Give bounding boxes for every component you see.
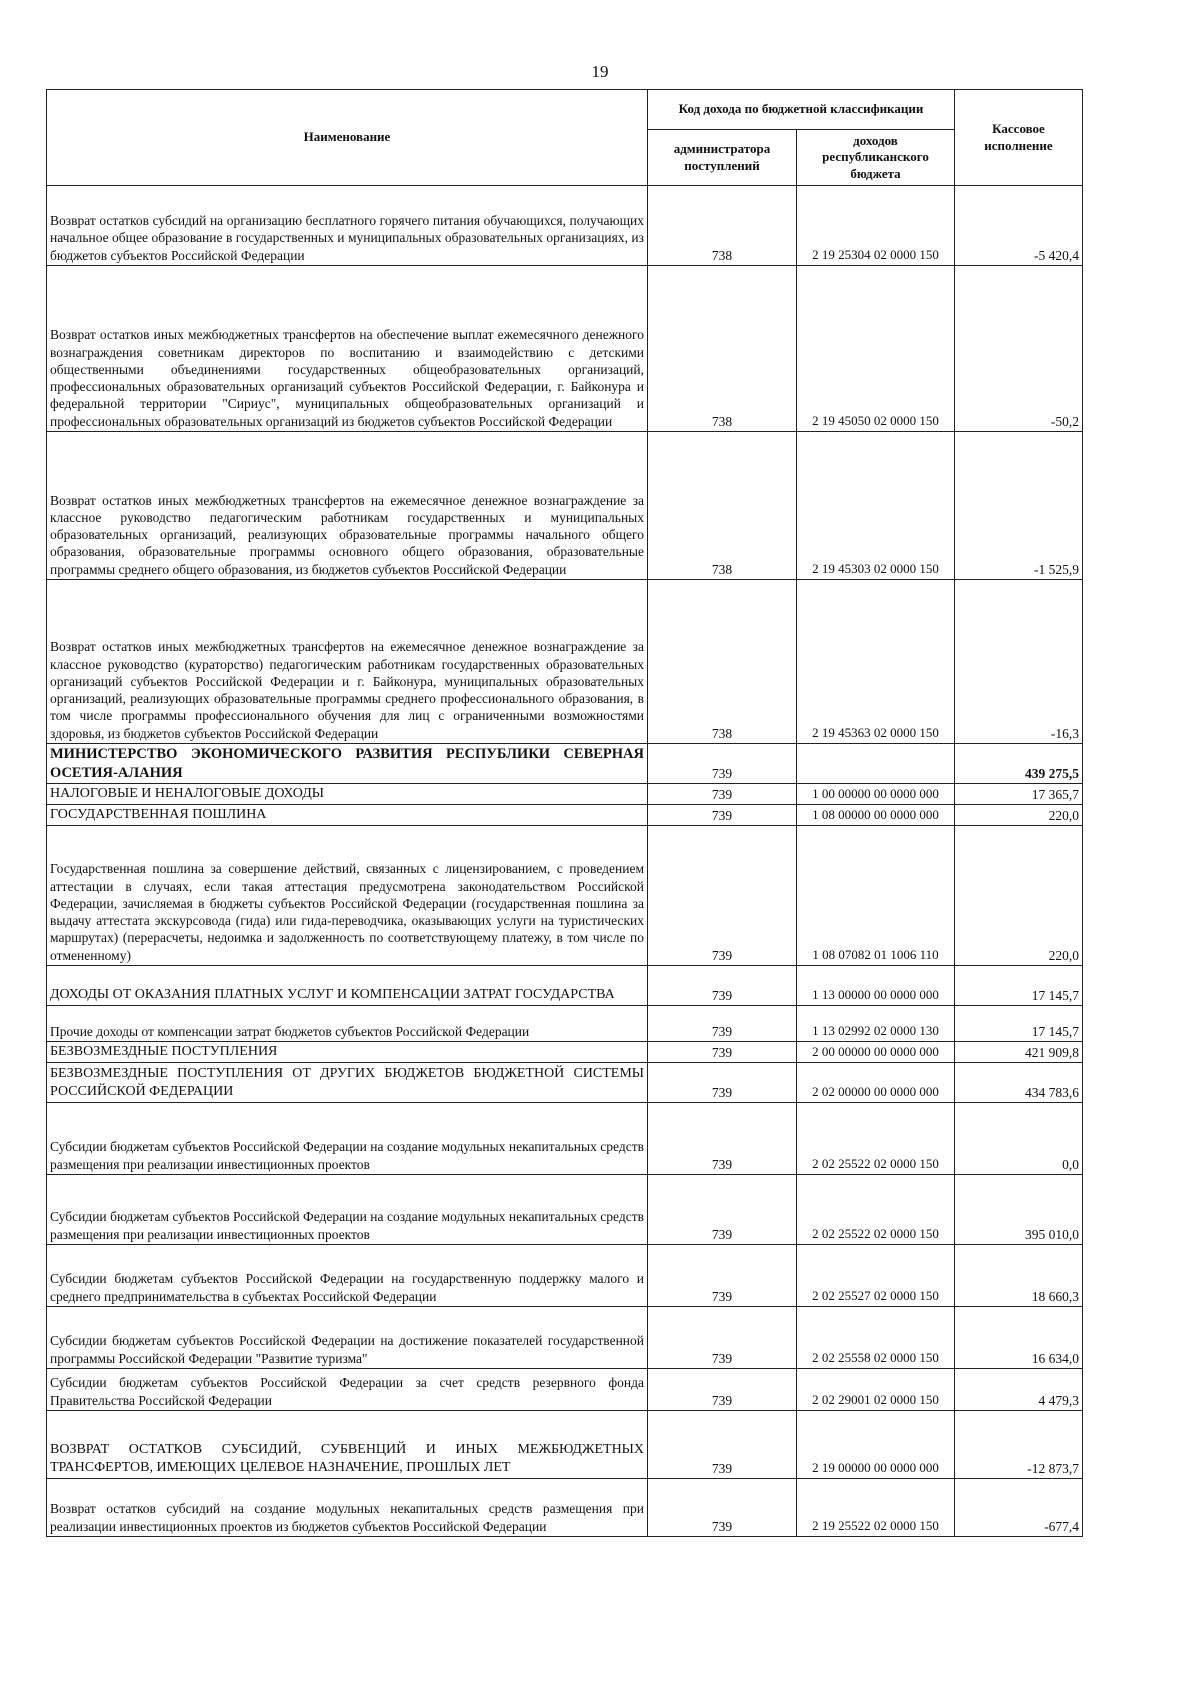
row-name: Государственная пошлина за совершение действий, связанных с лицензированием, с проведением аттестации в случаях, если такая аттестация предусмотрена законодательством Российской Федерации, зачисляемая в бюджеты субъектов Российской Федерации (государственная пошлина за выдачу аттестата экскурсовода (гида) или гида-переводчика, оказывающих услуги на туристических маршрутах) (перерасчеты, недоимка и задолженность по соответствующему платежу, в том числе по отмененному) (47, 825, 648, 965)
row-admin-code: 738 (648, 432, 797, 580)
row-amount: -5 420,4 (955, 186, 1083, 266)
row-revenue-code: 2 19 45363 02 0000 150 (797, 580, 955, 744)
row-revenue-code: 2 19 45050 02 0000 150 (797, 266, 955, 432)
header-name: Наименование (47, 90, 648, 186)
row-amount: 16 634,0 (955, 1306, 1083, 1368)
table-row (47, 1041, 1083, 1062)
row-amount: 439 275,5 (955, 744, 1083, 784)
row-amount: 395 010,0 (955, 1174, 1083, 1244)
row-revenue-code: 2 02 25522 02 0000 150 (797, 1174, 955, 1244)
row-name: Возврат остатков иных межбюджетных трансфертов на обеспечение выплат ежемесячного денежного вознаграждения советникам директоров по воспитанию и взаимодействию с детскими общественными объединениями государственных общеобразовательных организаций, профессиональных образовательных организаций субъектов Российской Федерации, г. Байконура и федеральной территории "Сириус", муниципальных общеобразовательных организаций и профессиональных образовательных организаций из бюджетов субъектов Российской Федерации (47, 266, 648, 432)
row-name: ДОХОДЫ ОТ ОКАЗАНИЯ ПЛАТНЫХ УСЛУГ И КОМПЕНСАЦИИ ЗАТРАТ ГОСУДАРСТВА (47, 965, 648, 1005)
row-revenue-code: 1 13 00000 00 0000 000 (797, 965, 955, 1005)
row-revenue-code: 1 00 00000 00 0000 000 (797, 784, 955, 805)
table-row (47, 1306, 1083, 1368)
row-revenue-code: 1 08 00000 00 0000 000 (797, 805, 955, 826)
table-row (47, 965, 1083, 1005)
header-code-group: Код дохода по бюджетной классификации (648, 90, 955, 130)
table-row (47, 580, 1083, 744)
row-admin-code: 739 (648, 1102, 797, 1174)
row-name: БЕЗВОЗМЕЗДНЫЕ ПОСТУПЛЕНИЯ (47, 1041, 648, 1062)
header-admin: администратора поступлений (648, 130, 797, 186)
table-row (47, 825, 1083, 965)
header-execution: Кассовое исполнение (955, 90, 1083, 186)
row-admin-code: 739 (648, 1005, 797, 1041)
table-row (47, 1410, 1083, 1478)
row-amount: 18 660,3 (955, 1244, 1083, 1306)
row-revenue-code: 2 19 45303 02 0000 150 (797, 432, 955, 580)
row-amount: 17 145,7 (955, 1005, 1083, 1041)
row-name: МИНИСТЕРСТВО ЭКОНОМИЧЕСКОГО РАЗВИТИЯ РЕСПУБЛИКИ СЕВЕРНАЯ ОСЕТИЯ-АЛАНИЯ (47, 744, 648, 784)
row-name: ВОЗВРАТ ОСТАТКОВ СУБСИДИЙ, СУБВЕНЦИЙ И ИНЫХ МЕЖБЮДЖЕТНЫХ ТРАНСФЕРТОВ, ИМЕЮЩИХ ЦЕЛЕВОЕ НАЗНАЧЕНИЕ, ПРОШЛЫХ ЛЕТ (47, 1410, 648, 1478)
row-amount: 421 909,8 (955, 1041, 1083, 1062)
row-name: Субсидии бюджетам субъектов Российской Федерации на достижение показателей государственной программы Российской Федерации "Развитие туризма" (47, 1306, 648, 1368)
row-name: Субсидии бюджетам субъектов Российской Федерации за счет средств резервного фонда Правительства Российской Федерации (47, 1368, 648, 1410)
row-revenue-code: 2 02 29001 02 0000 150 (797, 1368, 955, 1410)
row-admin-code: 739 (648, 784, 797, 805)
header-revenue: доходов республиканского бюджета (797, 130, 955, 186)
table-row (47, 1102, 1083, 1174)
row-admin-code: 739 (648, 1306, 797, 1368)
row-admin-code: 739 (648, 1174, 797, 1244)
row-admin-code: 739 (648, 825, 797, 965)
row-admin-code: 739 (648, 965, 797, 1005)
row-amount: 220,0 (955, 805, 1083, 826)
row-name: Возврат остатков иных межбюджетных трансфертов на ежемесячное денежное вознаграждение за классное руководство (кураторство) педагогическим работникам государственных образовательных организаций субъектов Российской Федерации и г. Байконура, муниципальных образовательных организаций, реализующих образовательные программы среднего профессионального образования, в том числе программы профессионального обучения для лиц с ограниченными возможностями здоровья, из бюджетов субъектов Российской Федерации (47, 580, 648, 744)
row-admin-code: 739 (648, 1062, 797, 1102)
row-amount: -677,4 (955, 1478, 1083, 1536)
row-admin-code: 739 (648, 805, 797, 826)
table-row (47, 266, 1083, 432)
row-revenue-code: 2 19 00000 00 0000 000 (797, 1410, 955, 1478)
row-admin-code: 739 (648, 1244, 797, 1306)
row-name: Возврат остатков иных межбюджетных трансфертов на ежемесячное денежное вознаграждение за классное руководство педагогическим работникам государственных и муниципальных образовательных организаций, реализующих образовательные программы начального общего образования, образовательные программы основного общего образования, образовательные программы среднего общего образования, из бюджетов субъектов Российской Федерации (47, 432, 648, 580)
table-row (47, 744, 1083, 784)
row-amount: 0,0 (955, 1102, 1083, 1174)
table-row (47, 186, 1083, 266)
row-name: Возврат остатков субсидий на создание модульных некапитальных средств размещения при реализации инвестиционных проектов из бюджетов субъектов Российской Федерации (47, 1478, 648, 1536)
revenue-table (46, 89, 1083, 1537)
row-revenue-code: 2 02 25558 02 0000 150 (797, 1306, 955, 1368)
table-row (47, 784, 1083, 805)
row-amount: -16,3 (955, 580, 1083, 744)
row-name: БЕЗВОЗМЕЗДНЫЕ ПОСТУПЛЕНИЯ ОТ ДРУГИХ БЮДЖЕТОВ БЮДЖЕТНОЙ СИСТЕМЫ РОССИЙСКОЙ ФЕДЕРАЦИИ (47, 1062, 648, 1102)
row-amount: -1 525,9 (955, 432, 1083, 580)
row-name: ГОСУДАРСТВЕННАЯ ПОШЛИНА (47, 805, 648, 826)
row-name: Прочие доходы от компенсации затрат бюджетов субъектов Российской Федерации (47, 1005, 648, 1041)
table-row (47, 1062, 1083, 1102)
table-header (47, 90, 1083, 186)
table-row (47, 1478, 1083, 1536)
table-row (47, 805, 1083, 826)
row-amount: 17 365,7 (955, 784, 1083, 805)
row-revenue-code: 2 00 00000 00 0000 000 (797, 1041, 955, 1062)
row-name: Субсидии бюджетам субъектов Российской Федерации на создание модульных некапитальных средств размещения при реализации инвестиционных проектов (47, 1102, 648, 1174)
table-row (47, 432, 1083, 580)
row-admin-code: 738 (648, 266, 797, 432)
row-name: Возврат остатков субсидий на организацию бесплатного горячего питания обучающихся, получающих начальное общее образование в государственных и муниципальных образовательных организациях, из бюджетов субъектов Российской Федерации (47, 186, 648, 266)
row-admin-code: 739 (648, 1368, 797, 1410)
table-row (47, 1005, 1083, 1041)
page-number: 19 (591, 62, 609, 81)
row-admin-code: 739 (648, 1041, 797, 1062)
row-amount: -50,2 (955, 266, 1083, 432)
table-row (47, 1368, 1083, 1410)
row-revenue-code: 2 02 25522 02 0000 150 (797, 1102, 955, 1174)
row-amount: 434 783,6 (955, 1062, 1083, 1102)
row-admin-code: 739 (648, 1410, 797, 1478)
row-admin-code: 738 (648, 186, 797, 266)
row-revenue-code: 2 19 25522 02 0000 150 (797, 1478, 955, 1536)
row-amount: 4 479,3 (955, 1368, 1083, 1410)
row-revenue-code: 2 19 25304 02 0000 150 (797, 186, 955, 266)
row-amount: -12 873,7 (955, 1410, 1083, 1478)
row-revenue-code: 2 02 00000 00 0000 000 (797, 1062, 955, 1102)
row-admin-code: 739 (648, 1478, 797, 1536)
row-revenue-code: 2 02 25527 02 0000 150 (797, 1244, 955, 1306)
row-name: Субсидии бюджетам субъектов Российской Федерации на создание модульных некапитальных средств размещения при реализации инвестиционных проектов (47, 1174, 648, 1244)
row-revenue-code (797, 744, 955, 784)
row-name: Субсидии бюджетам субъектов Российской Федерации на государственную поддержку малого и среднего предпринимательства в субъектах Российской Федерации (47, 1244, 648, 1306)
row-revenue-code: 1 13 02992 02 0000 130 (797, 1005, 955, 1041)
table-body (47, 186, 1083, 1537)
table-row (47, 1174, 1083, 1244)
row-revenue-code: 1 08 07082 01 1006 110 (797, 825, 955, 965)
row-name: НАЛОГОВЫЕ И НЕНАЛОГОВЫЕ ДОХОДЫ (47, 784, 648, 805)
row-admin-code: 739 (648, 744, 797, 784)
table-row (47, 1244, 1083, 1306)
row-amount: 17 145,7 (955, 965, 1083, 1005)
row-admin-code: 738 (648, 580, 797, 744)
row-amount: 220,0 (955, 825, 1083, 965)
